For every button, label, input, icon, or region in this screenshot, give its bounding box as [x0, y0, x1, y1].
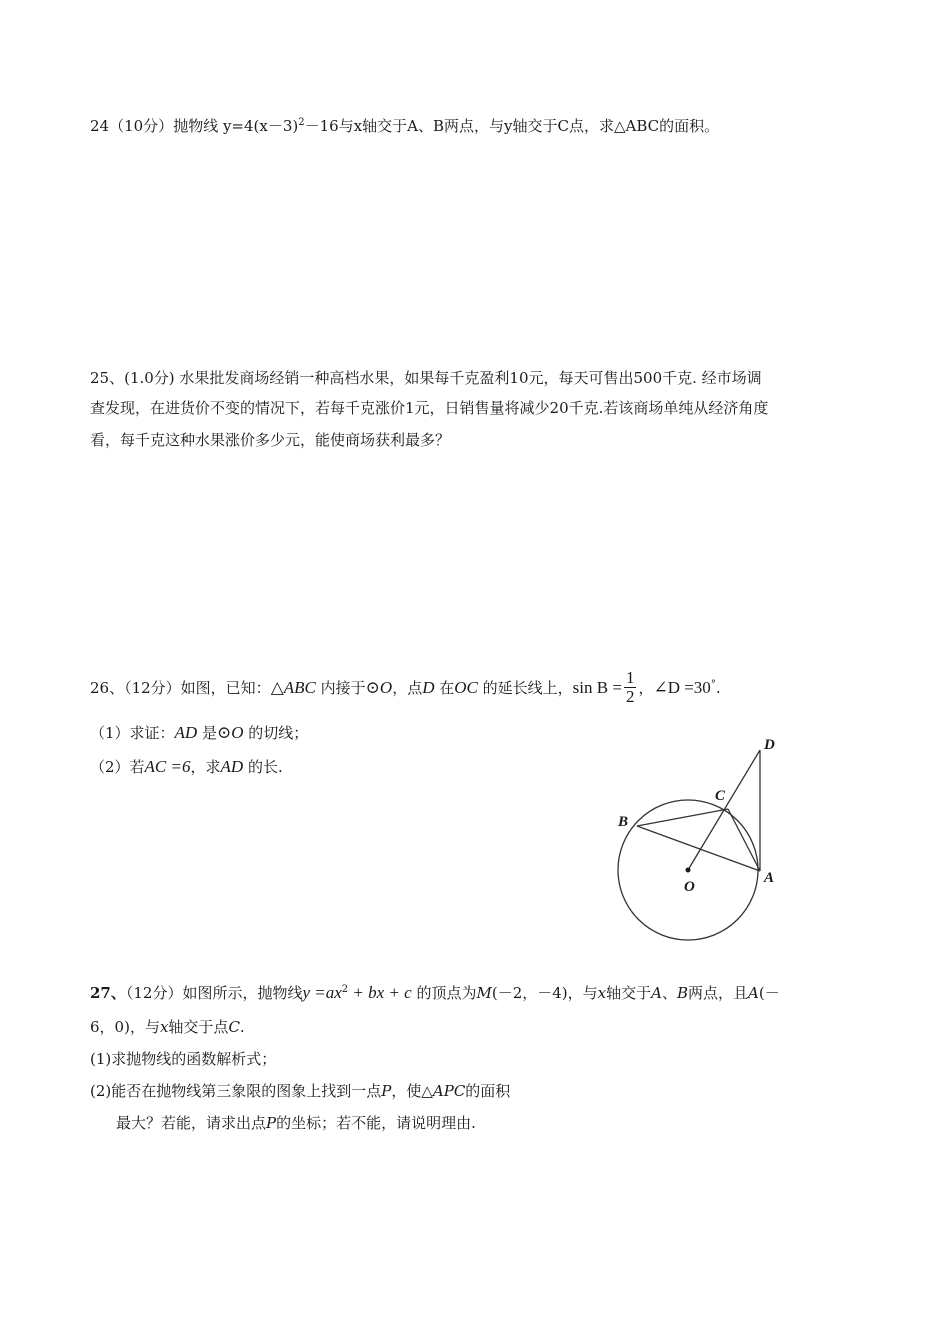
- question-25-line-3: 看，每千克这种水果涨价多少元，能使商场获利最多？: [90, 431, 451, 449]
- segment-od: [688, 750, 760, 870]
- label-d: D: [764, 737, 775, 753]
- segment-ba: [637, 826, 760, 871]
- fraction-one-half: $\frac{1}{2}$: [625, 667, 635, 706]
- question-27-part-2-continued: 最大？若能，请求出点P的坐标；若不能，请说明理由.: [116, 1114, 476, 1132]
- question-26-part-2: （2）若AC =6，求AD 的长.: [90, 757, 283, 776]
- question-27-part-2: (2)能否在抛物线第三象限的图象上找到一点P，使△APC的面积: [90, 1082, 511, 1100]
- question-27: [90, 980, 860, 1136]
- label-c: C: [715, 788, 726, 804]
- question-25-line-2: 查发现，在进货价不变的情况下，若每千克涨价1元，日销售量将减少20千克.若该商场单纯从经济角度: [90, 399, 769, 417]
- question-25-line-1: 25、(1.0分) 水果批发商场经销一种高档水果，如果每千克盈利10元，每天可售出500千克. 经市场调: [90, 369, 762, 387]
- label-o: O: [684, 879, 695, 895]
- center-point-o: [686, 868, 691, 873]
- question-27-line-2: 6，0)，与x轴交于点C.: [90, 1018, 245, 1036]
- circle-geometry-figure: [600, 725, 800, 950]
- question-24: [90, 116, 860, 136]
- question-24-text: 24（10分）抛物线 $y=4(x-3)^2-16$与x轴交于A、B两点，与y轴交于C点，求△ABC的面积。: [90, 117, 720, 135]
- question-27-part-1: (1)求抛物线的函数解析式；: [90, 1050, 277, 1068]
- question-26-stem: 26、（12分）如图，已知：△ABC 内接于⊙O，点D 在OC 的延长线上，sin B = $\frac{1}{2}$ ，∠D =30°.: [90, 667, 721, 706]
- question-27-line-1: 27、（12分）如图所示，抛物线$y =ax^2$ + bx + c 的顶点为M(－2，－4)，与x轴交于A、B两点，且A(－: [90, 983, 780, 1002]
- label-a: A: [764, 870, 775, 886]
- question-26-part-1: （1）求证：AD 是⊙O 的切线；: [90, 723, 309, 742]
- label-b: B: [618, 814, 629, 830]
- question-25: [90, 364, 860, 456]
